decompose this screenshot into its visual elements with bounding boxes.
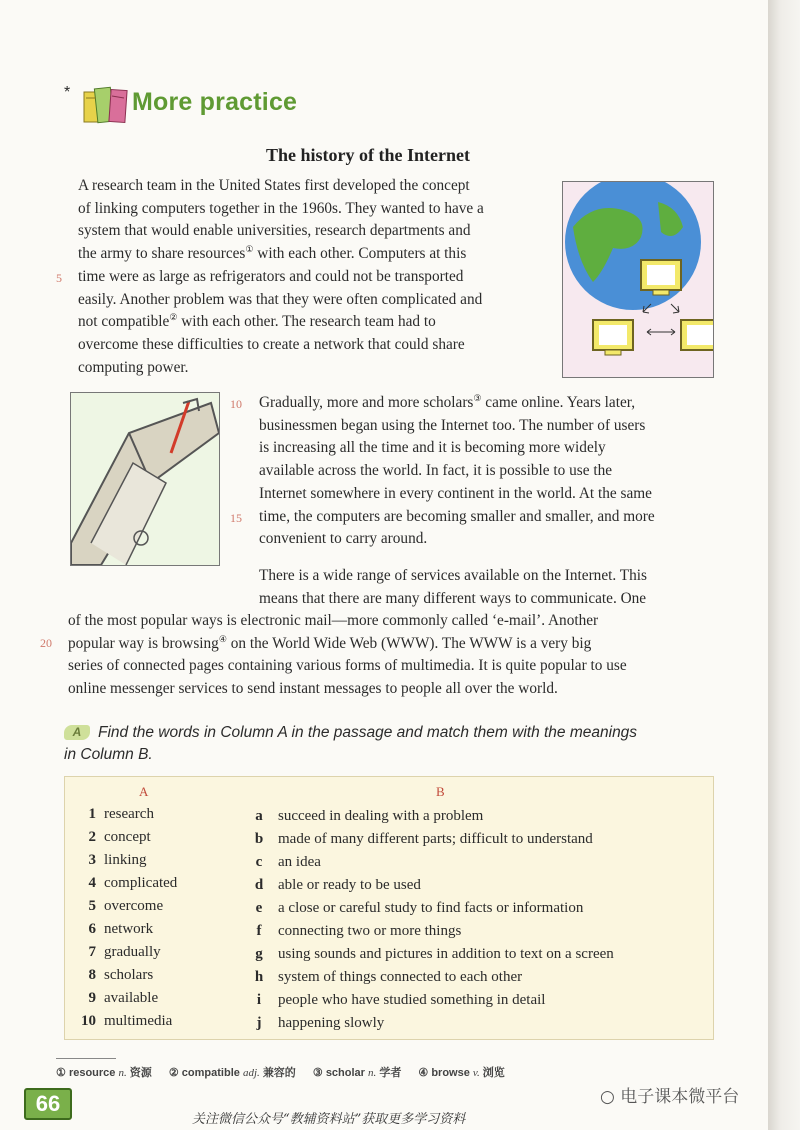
instruction-text: Find the words in Column A in the passage and match them with the meanings — [98, 724, 638, 741]
column-b-item: c an idea — [255, 854, 321, 870]
line-number: 5 — [56, 271, 62, 285]
text-line: easily. Another problem was that they were often complicated and — [78, 290, 483, 308]
footnote-mark: ① — [245, 244, 254, 255]
column-b-item: b made of many different parts; difficult to understand — [254, 831, 593, 847]
optional-star-mark: * — [64, 84, 71, 101]
text-line: Internet somewhere in every continent in the world. At the same — [259, 484, 652, 502]
text-line: There is a wide range of services available on the Internet. This — [259, 567, 647, 584]
column-a-item: 5 overcome — [88, 898, 164, 914]
footnotes — [56, 1064, 519, 1080]
chat-icon: ○ — [600, 1087, 615, 1107]
text-line: of the most popular ways is electronic mail—more commonly called ‘e-mail’. Another — [68, 612, 599, 629]
footnote: ④ browse v. 浏览 — [418, 1067, 505, 1079]
footnote-divider — [56, 1058, 116, 1059]
column-a-item: 10 multimedia — [81, 1013, 173, 1029]
column-b-item: a succeed in dealing with a problem — [255, 808, 484, 824]
column-a-item: 3 linking — [88, 852, 147, 868]
text-line: overcome these difficulties to create a network that could share — [78, 335, 465, 353]
text-line: not compatible② with each other. The research team had to — [78, 312, 436, 331]
column-b-item: e a close or careful study to find facts or information — [255, 900, 584, 916]
text-line: businessmen began using the Internet too. The number of users — [259, 416, 646, 434]
text-line: computing power. — [78, 358, 189, 376]
exercise-instruction — [64, 722, 714, 766]
footnote-mark: ③ — [473, 392, 482, 403]
paragraph-3b — [68, 610, 627, 701]
text-line: online messenger services to send instant messages to people all over the world. — [68, 680, 558, 698]
article-title: The history of the Internet — [266, 145, 470, 165]
column-b-header: B — [436, 784, 445, 799]
page-spine-shadow — [768, 0, 800, 1130]
text-line: Gradually, more and more scholars③ came online. Years later, — [259, 392, 636, 411]
column-b-item: d able or ready to be used — [254, 877, 421, 893]
line-number: 15 — [230, 511, 242, 525]
column-a-item: 2 concept — [88, 829, 151, 845]
text-line: system that would enable universities, research departments and — [78, 222, 471, 240]
exercise-badge: A — [64, 725, 90, 740]
column-a-item: 4 complicated — [88, 875, 178, 891]
column-a-item: 9 available — [88, 990, 159, 1006]
paragraph-2 — [259, 392, 655, 551]
instruction-text: in Column B. — [64, 746, 153, 763]
page-number: 66 — [24, 1088, 72, 1120]
text-line: of linking computers together in the 1960s. They wanted to have a — [78, 199, 484, 217]
footnote-mark: ④ — [218, 633, 227, 644]
text-line: A research team in the United States first developed the concept — [78, 177, 470, 194]
footnote-mark: ② — [169, 312, 178, 323]
network-cable-illustration — [70, 392, 220, 566]
column-a-item: 7 gradually — [88, 944, 161, 960]
footnote: ③ scholar n. 学者 — [312, 1067, 402, 1079]
paragraph-1 — [78, 175, 484, 379]
watermark-text: ○ 电子课本微平台 — [600, 1087, 740, 1107]
text-line: the army to share resources① with each other. Computers at this — [78, 244, 467, 263]
column-a-item: 6 network — [88, 921, 154, 937]
text-line: means that there are many different ways to communicate. One — [259, 589, 647, 607]
text-line: time, the computers are becoming smaller and smaller, and more — [259, 507, 655, 525]
column-a-item: 8 scholars — [88, 967, 154, 983]
line-number: 10 — [230, 397, 242, 411]
column-a-item: 1 research — [88, 806, 154, 822]
text-line: is increasing all the time and it is becoming more widely — [259, 439, 606, 457]
text-line: popular way is browsing④ on the World Wide Web (WWW). The WWW is a very big — [68, 633, 592, 652]
column-b-item: j happening slowly — [256, 1015, 385, 1031]
column-a-header: A — [139, 784, 149, 799]
footnote: ② compatible adj. 兼容的 — [168, 1067, 296, 1079]
column-b-item: g using sounds and pictures in addition to text on a screen — [255, 946, 614, 962]
globe-computers-illustration — [562, 181, 714, 378]
column-b-item: f connecting two or more things — [256, 923, 462, 939]
text-line: convenient to carry around. — [259, 530, 428, 548]
text-line: series of connected pages containing various forms of multimedia. It is quite popular to use — [68, 657, 627, 675]
paragraph-3a — [259, 565, 647, 610]
text-line: time were as large as refrigerators and could not be transported — [78, 267, 464, 285]
column-b-item: h system of things connected to each other — [254, 969, 523, 985]
section-heading: More practice — [132, 88, 298, 116]
books-icon — [82, 84, 130, 126]
footnote: ① resource n. 资源 — [56, 1067, 152, 1079]
bottom-promo-note: 关注微信公众号“教辅资料站”获取更多学习资料 — [192, 1112, 466, 1127]
text-line: available across the world. In fact, it is possible to use the — [259, 462, 613, 480]
column-b-item: i people who have studied something in detail — [256, 992, 546, 1008]
line-number: 20 — [40, 636, 52, 650]
